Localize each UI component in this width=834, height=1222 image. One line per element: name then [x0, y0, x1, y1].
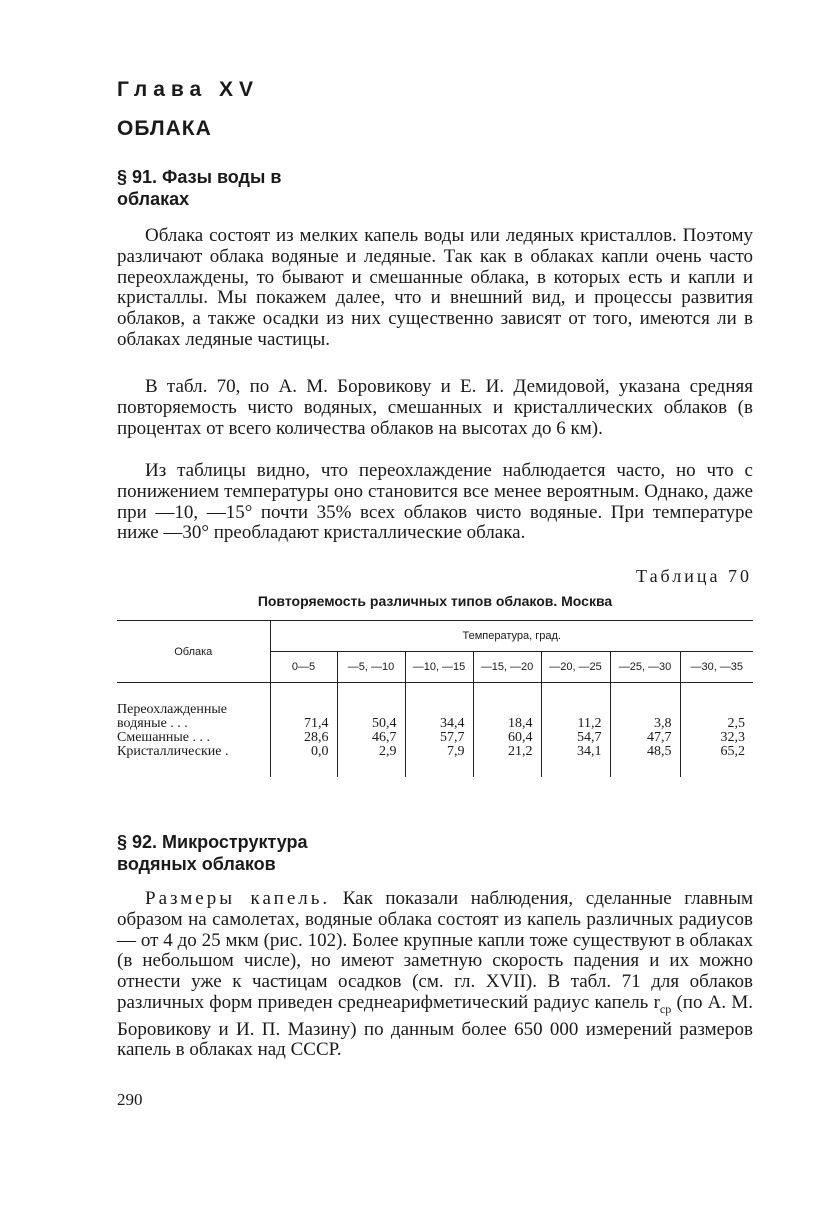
cell: 2,9: [337, 745, 405, 759]
row-label: [117, 703, 270, 731]
paragraph-4: [117, 889, 753, 1061]
cell: 65,2: [680, 745, 753, 759]
cell: 54,7: [541, 731, 610, 745]
cell: 50,4: [337, 703, 405, 731]
row-label-line: Переохлажденные: [117, 702, 228, 717]
column-header: —25, —30: [610, 652, 680, 683]
cell: 28,6: [270, 731, 337, 745]
cell: 46,7: [337, 731, 405, 745]
column-header: 0—5: [270, 652, 337, 683]
table-number: Таблица 70: [636, 566, 752, 586]
cell: 47,7: [610, 731, 680, 745]
page-number: 290: [117, 1090, 143, 1109]
paragraph-text: Как показали наблюдения, сделанные главным образом на самолетах, водяные облака состоят из капель различных радиусов — от 4 до 25 мкм (рис. 102). Более крупные капли тоже существуют в облаках (в небольшом числе), но имеют заметную скорость падения и их можно отнести уже к частицам осадков (см. гл. XVII). В табл. 71 для облаков различных форм приведен среднеарифметический радиус капель r: [117, 888, 753, 1013]
table-caption: Повторяемость различных типов облаков. Москва: [257, 593, 613, 609]
section-92-heading: § 92. Микроструктура водяных облаков: [117, 832, 308, 874]
cell: 32,3: [680, 731, 753, 745]
row-label: Кристаллические .: [117, 744, 229, 759]
row-label: Смешанные . . .: [117, 730, 211, 745]
paragraph-text-end: (по А. М. Боровикову и И. П. Мазину) по данным более 650 000 измерений размеров капель в облаках над СССР.: [117, 991, 753, 1061]
table-row: [117, 745, 753, 759]
cell: 48,5: [610, 745, 680, 759]
cell: 57,7: [405, 731, 473, 745]
column-header: —5, —10: [337, 652, 405, 683]
paragraph-2: В табл. 70, по А. М. Боровикову и Е. И. Демидовой, указана средняя повторяемость чисто водяных, смешанных и кристаллических облаков (в процентах от всего количества облаков на высотах до 6 км).: [117, 376, 753, 439]
section-91-heading: § 91. Фазы воды в облаках: [117, 167, 282, 209]
cell: 7,9: [405, 745, 473, 759]
paragraph-lead: Размеры капель.: [145, 888, 331, 909]
header-clouds: Облака: [117, 621, 270, 683]
cell: 60,4: [473, 731, 541, 745]
table-row: [117, 703, 753, 731]
table-row: [117, 731, 753, 745]
cell: 34,4: [405, 703, 473, 731]
column-header: —10, —15: [405, 652, 473, 683]
cell: 3,8: [610, 703, 680, 731]
paragraph-3: Из таблицы видно, что переохлаждение наблюдается часто, но что с понижением температуры оно становится все менее вероятным. Однако, даже при —10, —15° почти 35% всех облаков чисто водяные. При температуре ниже —30° преобладают кристаллические облака.: [117, 460, 753, 544]
cloud-frequency-table: [117, 620, 753, 777]
chapter-label: Глава XV: [117, 78, 260, 101]
cell: 34,1: [541, 745, 610, 759]
cell: 71,4: [270, 703, 337, 731]
cell: 0,0: [270, 745, 337, 759]
cell: 2,5: [680, 703, 753, 731]
chapter-title: ОБЛАКА: [117, 117, 212, 140]
column-header: —30, —35: [680, 652, 753, 683]
header-temperature: Температура, град.: [270, 621, 753, 652]
radius-subscript: ср: [659, 1001, 672, 1016]
column-header: —15, —20: [473, 652, 541, 683]
paragraph-1: Облака состоят из мелких капель воды или ледяных кристаллов. Поэтому различают облака водяные и ледяные. Так как в облаках капли очень часто переохлаждены, то бывают и смешанные облака, в которых есть и капли и кристаллы. Мы покажем далее, что и внешний вид, и процессы развития облаков, а также осадки из них существенно зависят от того, имеются ли в облаках ледяные частицы.: [117, 225, 753, 350]
cell: 11,2: [541, 703, 610, 731]
row-label-line: водяные . . .: [117, 716, 188, 731]
cell: 18,4: [473, 703, 541, 731]
column-header: —20, —25: [541, 652, 610, 683]
cell: 21,2: [473, 745, 541, 759]
